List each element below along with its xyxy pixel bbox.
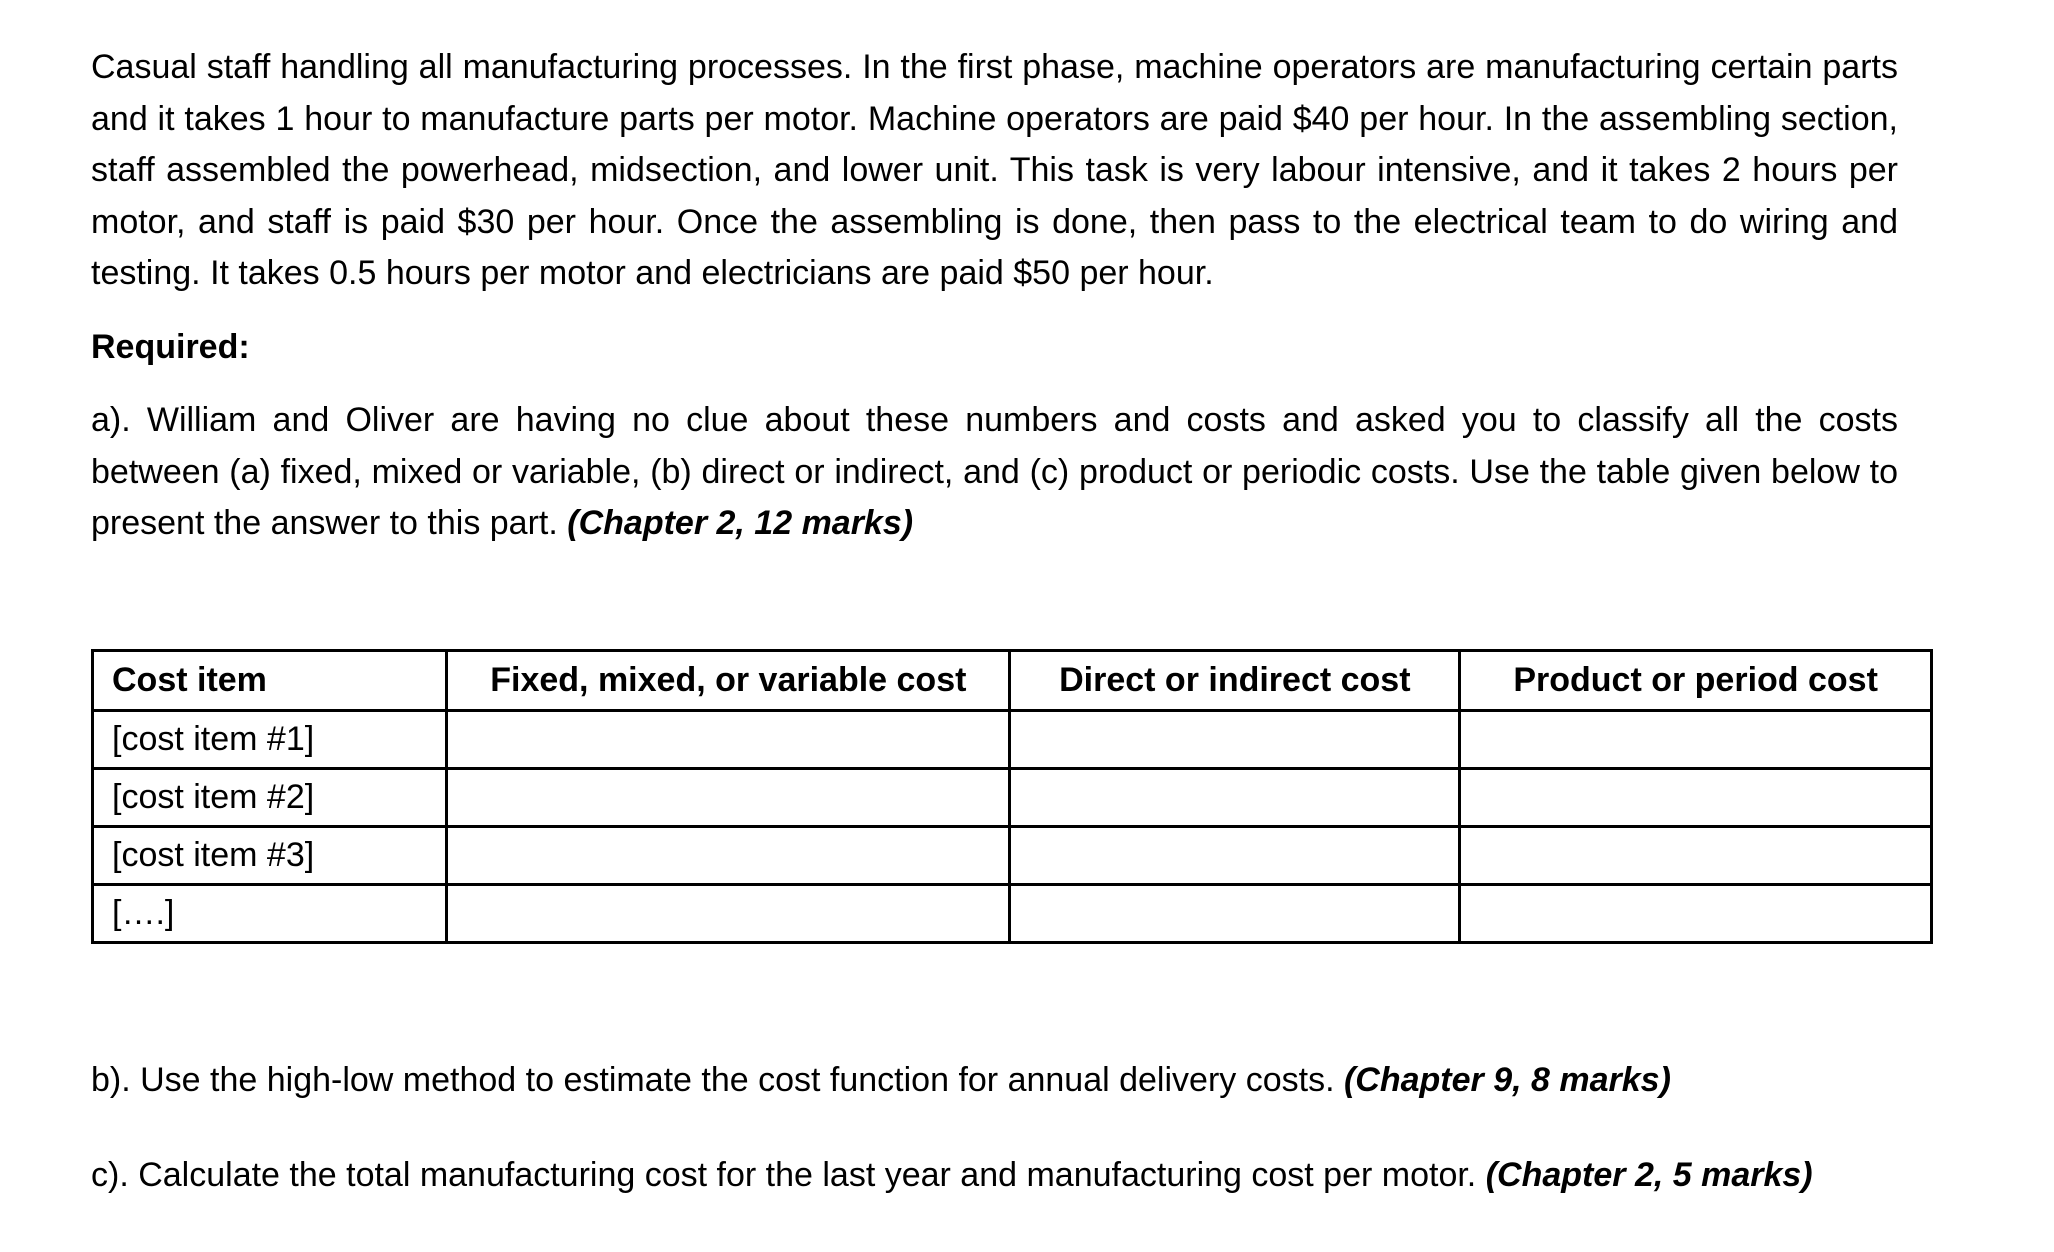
- cost-item-cell: [cost item #2]: [93, 769, 447, 827]
- part-c-text: c). Calculate the total manufacturing cost for the last year and manufacturing cost per motor.: [91, 1156, 1477, 1194]
- part-a-marks: (Chapter 2, 12 marks): [567, 504, 914, 542]
- part-a-paragraph: [91, 395, 1898, 550]
- header-direct-indirect: Direct or indirect cost: [1010, 651, 1460, 711]
- part-c-paragraph: [91, 1150, 1898, 1202]
- intro-paragraph: Casual staff handling all manufacturing processes. In the first phase, machine operators are manufacturing certain parts and it takes 1 hour to manufacture parts per motor. Machine operators are paid $40 per hour. In the assembling section, staff assembled the powerhead, midsection, and lower unit. This task is very labour intensive, and it takes 2 hours per motor, and staff is paid $30 per hour. Once the assembling is done, then pass to the electrical team to do wiring and testing. It takes 0.5 hours per motor and electricians are paid $50 per hour.: [91, 48, 1898, 292]
- table-row: [93, 885, 1932, 943]
- header-cost-item: Cost item: [93, 651, 447, 711]
- fixed-mixed-variable-cell: [447, 885, 1010, 943]
- cost-classification-table: [91, 649, 1933, 944]
- product-period-cell: [1460, 885, 1932, 943]
- part-b-text: b). Use the high-low method to estimate the cost function for annual delivery costs.: [91, 1061, 1335, 1099]
- required-heading: Required:: [91, 327, 250, 366]
- part-b-marks: (Chapter 9, 8 marks): [1343, 1061, 1671, 1099]
- direct-indirect-cell: [1010, 769, 1460, 827]
- direct-indirect-cell: [1010, 827, 1460, 885]
- product-period-cell: [1460, 827, 1932, 885]
- table-header-row: [93, 651, 1932, 711]
- part-c-marks: (Chapter 2, 5 marks): [1485, 1156, 1813, 1194]
- table-row: [93, 827, 1932, 885]
- fixed-mixed-variable-cell: [447, 827, 1010, 885]
- direct-indirect-cell: [1010, 885, 1460, 943]
- cost-item-cell: [….]: [93, 885, 447, 943]
- document-body: [91, 42, 1898, 550]
- direct-indirect-cell: [1010, 711, 1460, 769]
- header-product-period: Product or period cost: [1460, 651, 1932, 711]
- cost-item-cell: [cost item #3]: [93, 827, 447, 885]
- cost-item-cell: [cost item #1]: [93, 711, 447, 769]
- fixed-mixed-variable-cell: [447, 711, 1010, 769]
- product-period-cell: [1460, 711, 1932, 769]
- part-a-text: a). William and Oliver are having no clue about these numbers and costs and asked you to classify all the costs between (a) fixed, mixed or variable, (b) direct or indirect, and (c) product or periodic costs. Use the table given below to present the answer to this part.: [91, 401, 1898, 542]
- part-b-paragraph: [91, 1055, 1898, 1107]
- table-row: [93, 711, 1932, 769]
- table-row: [93, 769, 1932, 827]
- product-period-cell: [1460, 769, 1932, 827]
- header-fixed-mixed-variable: Fixed, mixed, or variable cost: [447, 651, 1010, 711]
- fixed-mixed-variable-cell: [447, 769, 1010, 827]
